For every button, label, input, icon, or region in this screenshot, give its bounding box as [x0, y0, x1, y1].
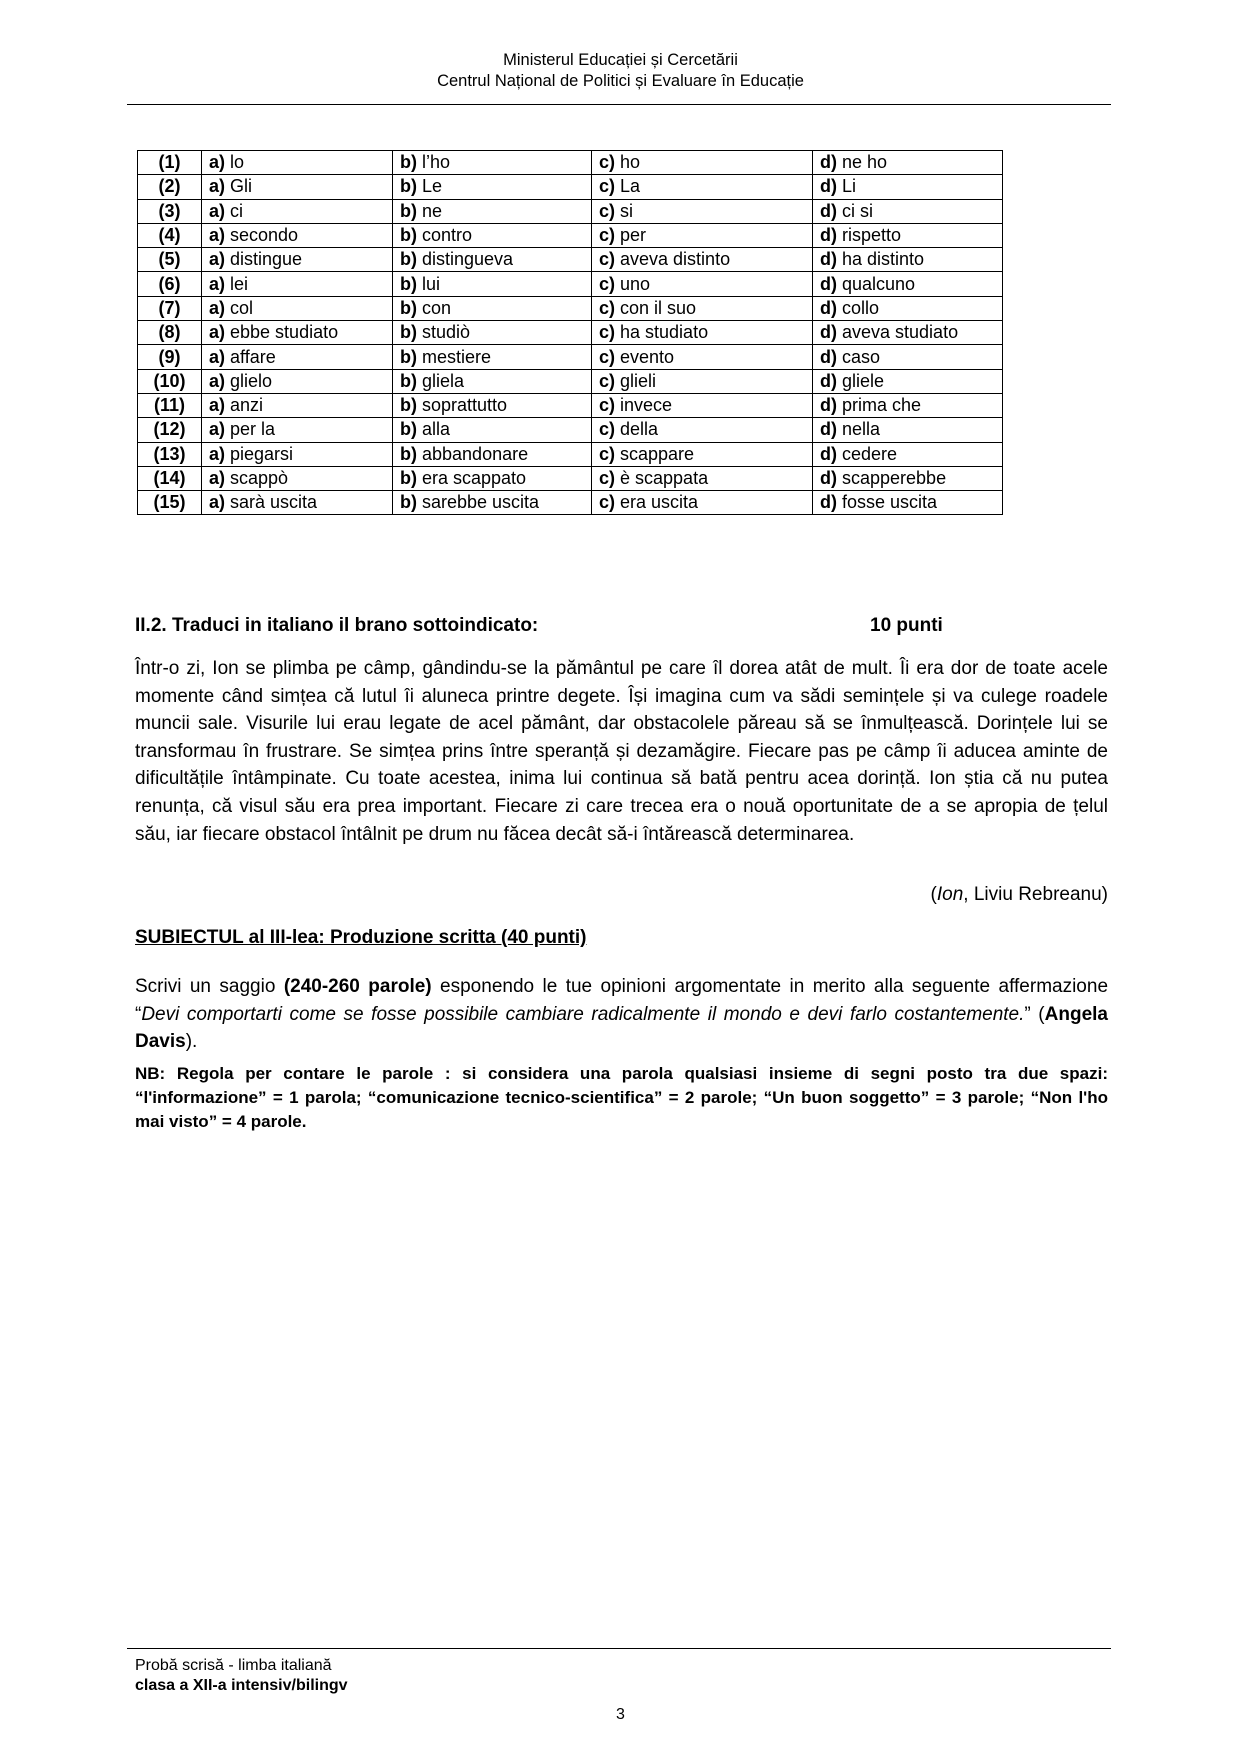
option-cell-a: a) distingue	[202, 248, 393, 272]
option-letter: d)	[820, 297, 842, 318]
option-letter: d)	[820, 249, 842, 270]
option-cell-a: a) scappò	[202, 466, 393, 490]
header-line-1: Ministerul Educației și Cercetării	[503, 51, 738, 69]
option-cell-b: b) era scappato	[393, 466, 592, 490]
option-letter: d)	[820, 443, 842, 464]
option-letter: c)	[599, 152, 621, 173]
row-number-cell: (11)	[138, 393, 202, 417]
option-cell-b: b) abbandonare	[393, 442, 592, 466]
option-letter: a)	[209, 370, 231, 391]
option-cell-b: b) lui	[393, 272, 592, 296]
text-segment: Angela Davis	[135, 1003, 1108, 1053]
table-row	[138, 151, 1003, 175]
option-cell-b: b) soprattutto	[393, 393, 592, 417]
grammar-options-table	[137, 150, 1003, 515]
option-letter: d)	[820, 395, 842, 416]
header-rule	[127, 104, 1111, 105]
text-segment: Ion	[936, 884, 964, 905]
ministry-header	[0, 50, 1241, 92]
text-segment: (	[930, 884, 937, 905]
option-letter: b)	[400, 225, 422, 246]
row-number-cell: (10)	[138, 369, 202, 393]
option-letter: a)	[209, 225, 231, 246]
option-cell-d: d) ci si	[813, 199, 1003, 223]
option-cell-b: b) contro	[393, 223, 592, 247]
table-row	[138, 369, 1003, 393]
option-cell-b: b) alla	[393, 418, 592, 442]
footer-class: clasa a XII-a intensiv/bilingv	[135, 1677, 348, 1694]
options-table-body	[138, 151, 1003, 515]
option-cell-c: c) glieli	[592, 369, 813, 393]
option-letter: a)	[209, 200, 231, 221]
section-ii2-heading-row	[135, 615, 1108, 637]
row-number-cell: (15)	[138, 491, 202, 515]
option-letter: c)	[599, 419, 621, 440]
text-segment: Devi comportarti come se fosse possibile cambiare radicalmente il mondo e devi farlo costantemente.	[141, 1003, 1025, 1025]
row-number-cell: (14)	[138, 466, 202, 490]
option-letter: c)	[599, 200, 621, 221]
option-letter: d)	[820, 370, 842, 391]
option-letter: a)	[209, 249, 231, 270]
option-cell-a: a) anzi	[202, 393, 393, 417]
option-cell-d: d) prima che	[813, 393, 1003, 417]
option-letter: b)	[400, 443, 422, 464]
text-segment: (240-260 parole)	[283, 976, 432, 997]
option-cell-c: c) invece	[592, 393, 813, 417]
option-letter: b)	[400, 200, 422, 221]
option-cell-a: a) per la	[202, 418, 393, 442]
option-letter: b)	[400, 322, 422, 343]
option-letter: d)	[820, 492, 842, 513]
option-cell-c: c) della	[592, 418, 813, 442]
text-segment: esponendo le tue opinioni argomentate in merito alla seguente affermazione “	[135, 976, 1109, 1025]
essay-task-paragraph	[135, 973, 1108, 1056]
option-letter: c)	[599, 322, 621, 343]
page-footer	[135, 1656, 348, 1696]
points-label: 10 punti	[870, 615, 943, 636]
option-letter: b)	[400, 152, 422, 173]
table-row	[138, 321, 1003, 345]
table-row	[138, 393, 1003, 417]
option-cell-d: d) collo	[813, 296, 1003, 320]
table-row	[138, 248, 1003, 272]
row-number-cell: (9)	[138, 345, 202, 369]
option-letter: a)	[209, 468, 231, 488]
option-cell-b: b) ne	[393, 199, 592, 223]
option-letter: a)	[209, 419, 231, 440]
text-segment: ).	[185, 1031, 198, 1053]
row-number-cell: (12)	[138, 418, 202, 442]
nb-note: NB: Regola per contare le parole : si considera una parola qualsiasi insieme di segni posto tra due spazi: “l'informazione” = 1 parola; “comunicazione tecnico-scientifica” = 2 parole; “Un buon soggetto” = 3 parole; “Non l'ho mai visto” = 4 parole.	[135, 1064, 1108, 1131]
option-cell-c: c) ha studiato	[592, 321, 813, 345]
option-letter: b)	[400, 492, 422, 513]
option-letter: d)	[820, 273, 842, 294]
option-cell-a: a) lo	[202, 151, 393, 175]
attribution	[135, 884, 1108, 906]
row-number-cell: (1)	[138, 151, 202, 175]
option-letter: c)	[599, 492, 621, 513]
row-number-cell: (4)	[138, 223, 202, 247]
option-letter: a)	[209, 346, 231, 367]
option-cell-d: d) qualcuno	[813, 272, 1003, 296]
table-row	[138, 272, 1003, 296]
option-letter: a)	[209, 492, 231, 513]
option-letter: b)	[400, 176, 422, 197]
option-letter: d)	[820, 419, 842, 440]
option-cell-a: a) col	[202, 296, 393, 320]
option-cell-c: c) è scappata	[592, 466, 813, 490]
option-cell-d: d) fosse uscita	[813, 491, 1003, 515]
option-cell-d: d) ha distinto	[813, 248, 1003, 272]
table-row	[138, 199, 1003, 223]
option-letter: c)	[599, 370, 621, 391]
option-cell-d: d) nella	[813, 418, 1003, 442]
option-cell-c: c) ho	[592, 151, 813, 175]
option-cell-a: a) sarà uscita	[202, 491, 393, 515]
option-letter: d)	[820, 346, 842, 367]
table-row	[138, 223, 1003, 247]
option-letter: d)	[820, 225, 842, 246]
option-letter: a)	[209, 297, 231, 318]
option-cell-a: a) ebbe studiato	[202, 321, 393, 345]
option-letter: c)	[599, 468, 621, 488]
option-cell-b: b) studiò	[393, 321, 592, 345]
option-letter: d)	[820, 176, 842, 197]
option-cell-d: d) cedere	[813, 442, 1003, 466]
table-row	[138, 296, 1003, 320]
row-number-cell: (8)	[138, 321, 202, 345]
option-letter: b)	[400, 395, 422, 416]
option-cell-b: b) l’ho	[393, 151, 592, 175]
option-cell-c: c) scappare	[592, 442, 813, 466]
row-number-cell: (7)	[138, 296, 202, 320]
option-letter: c)	[599, 297, 621, 318]
option-cell-d: d) scapperebbe	[813, 466, 1003, 490]
table-row	[138, 466, 1003, 490]
option-cell-b: b) mestiere	[393, 345, 592, 369]
footer-exam-name: Probă scrisă - limba italiană	[135, 1657, 332, 1674]
option-letter: c)	[599, 395, 621, 416]
text-segment: Scrivi un saggio	[135, 976, 284, 997]
option-cell-c: c) La	[592, 175, 813, 199]
option-cell-c: c) uno	[592, 272, 813, 296]
row-number-cell: (2)	[138, 175, 202, 199]
option-cell-b: b) gliela	[393, 369, 592, 393]
option-cell-a: a) Gli	[202, 175, 393, 199]
translation-source-paragraph: Într-o zi, Ion se plimba pe câmp, gândindu-se la pământul pe care îl dorea atât de mult. Îi era dor de toate acele momente când simțea că lutul îi aluneca printre degete. Își imagina cum va sădi semințele și va culege roadele muncii sale. Visurile lui erau legate de acel pământ, dar obstacolele păreau să se înmulțească. Dorințele lui se transformau în frustrare. Se simțea prins între speranță și dezamăgire. Fiecare pas pe câmp îi aducea aminte de dificultățile întâmpinate. Cu toate acestea, inima lui continua să bată pentru acea dorință. Ion știa că nu putea renunța, că visul său era prea important. Fiecare zi care trecea era o nouă oportunitate de a se apropia de țelul său, iar fiecare obstacol întâlnit pe drum nu făcea decât să-i întărească determinarea.	[135, 658, 1108, 845]
option-letter: c)	[599, 225, 621, 246]
subiectul-iii-heading: SUBIECTUL al III-lea: Produzione scritta (40 punti)	[135, 927, 587, 948]
table-row	[138, 418, 1003, 442]
option-cell-c: c) evento	[592, 345, 813, 369]
option-cell-a: a) affare	[202, 345, 393, 369]
option-cell-c: c) per	[592, 223, 813, 247]
option-cell-a: a) ci	[202, 199, 393, 223]
option-cell-d: d) aveva studiato	[813, 321, 1003, 345]
option-letter: b)	[400, 249, 422, 270]
option-letter: b)	[400, 346, 422, 367]
option-cell-d: d) gliele	[813, 369, 1003, 393]
option-letter: c)	[599, 176, 621, 197]
option-letter: c)	[599, 249, 621, 270]
row-number-cell: (3)	[138, 199, 202, 223]
option-cell-a: a) lei	[202, 272, 393, 296]
option-cell-a: a) secondo	[202, 223, 393, 247]
option-letter: d)	[820, 468, 842, 488]
option-cell-c: c) aveva distinto	[592, 248, 813, 272]
option-letter: a)	[209, 176, 231, 197]
option-cell-c: c) si	[592, 199, 813, 223]
option-letter: b)	[400, 468, 422, 488]
option-letter: c)	[599, 273, 621, 294]
option-cell-d: d) rispetto	[813, 223, 1003, 247]
option-letter: b)	[400, 297, 422, 318]
option-cell-c: c) con il suo	[592, 296, 813, 320]
table-row	[138, 491, 1003, 515]
option-cell-d: d) Li	[813, 175, 1003, 199]
footer-rule	[127, 1648, 1111, 1649]
option-letter: d)	[820, 322, 842, 343]
option-cell-a: a) glielo	[202, 369, 393, 393]
row-number-cell: (6)	[138, 272, 202, 296]
option-letter: a)	[209, 152, 231, 173]
option-cell-c: c) era uscita	[592, 491, 813, 515]
option-letter: a)	[209, 395, 231, 416]
table-row	[138, 442, 1003, 466]
section-ii2-heading: II.2. Traduci in italiano il brano sottoindicato:	[135, 615, 539, 636]
option-cell-a: a) piegarsi	[202, 442, 393, 466]
row-number-cell: (5)	[138, 248, 202, 272]
option-letter: a)	[209, 273, 231, 294]
table-row	[138, 345, 1003, 369]
option-letter: a)	[209, 443, 231, 464]
option-cell-b: b) distingueva	[393, 248, 592, 272]
option-letter: a)	[209, 322, 231, 343]
row-number-cell: (13)	[138, 442, 202, 466]
option-cell-d: d) caso	[813, 345, 1003, 369]
text-segment: ” (	[1024, 1003, 1045, 1025]
option-cell-d: d) ne ho	[813, 151, 1003, 175]
option-cell-b: b) sarebbe uscita	[393, 491, 592, 515]
header-line-2: Centrul Național de Politici și Evaluare în Educație	[437, 72, 804, 90]
option-letter: c)	[599, 443, 621, 464]
option-letter: d)	[820, 152, 842, 173]
page-number: 3	[616, 1706, 625, 1723]
text-segment: , Liviu Rebreanu)	[963, 884, 1108, 905]
option-letter: c)	[599, 346, 621, 367]
option-letter: b)	[400, 273, 422, 294]
option-letter: b)	[400, 370, 422, 391]
option-cell-b: b) Le	[393, 175, 592, 199]
option-cell-b: b) con	[393, 296, 592, 320]
option-letter: b)	[400, 419, 422, 440]
table-row	[138, 175, 1003, 199]
option-letter: d)	[820, 200, 842, 221]
